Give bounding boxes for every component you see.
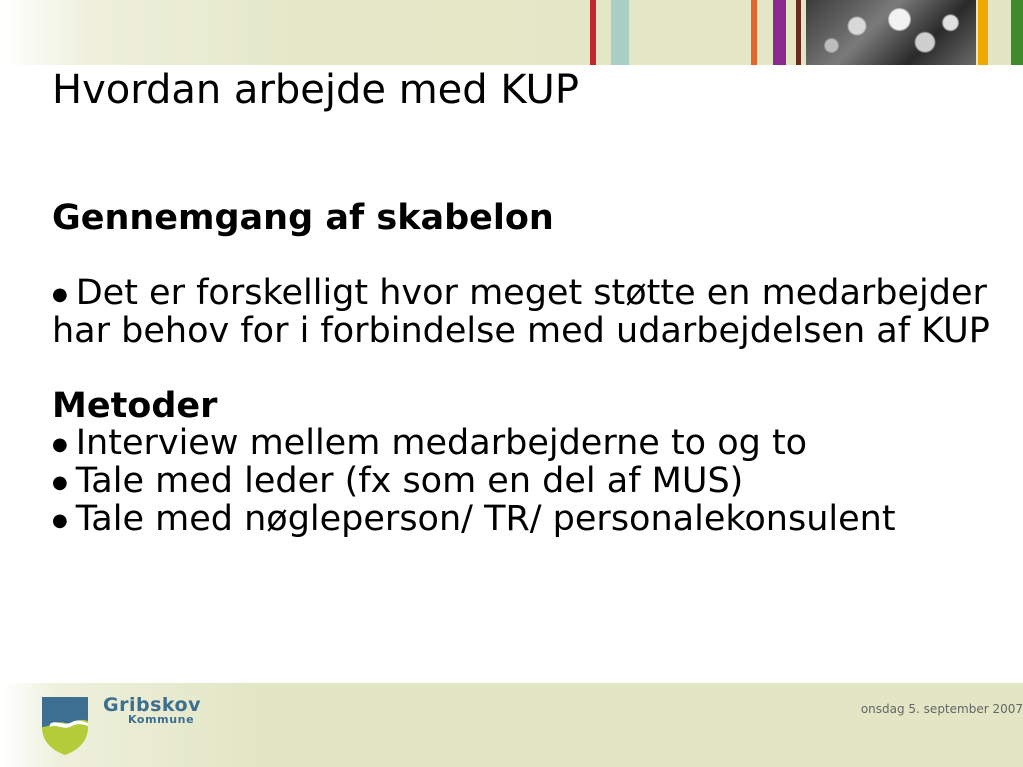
section-heading-template: Gennemgang af skabelon	[52, 198, 554, 238]
header-stripe-brown	[796, 0, 801, 65]
bullet-icon: ●	[52, 284, 68, 305]
bullet-icon: ●	[52, 434, 68, 455]
header-stripe-green	[1011, 0, 1023, 65]
header-flower-photo	[806, 0, 976, 65]
bullet-text: Interview mellem medarbejderne to og to	[75, 423, 808, 463]
bullet-item	[52, 425, 1002, 463]
gribskov-logo-icon	[42, 697, 88, 755]
bullet-item	[52, 463, 1002, 501]
bullet-text: Tale med leder (fx som en del af MUS)	[75, 461, 744, 501]
header-stripe-teal	[611, 0, 629, 65]
bullet-item	[52, 275, 1002, 350]
header-stripe-orange	[751, 0, 757, 65]
bullet-icon: ●	[52, 510, 68, 531]
section-heading-methods: Metoder	[52, 386, 218, 426]
slide-title: Hvordan arbejde med KUP	[52, 67, 579, 113]
bullet-text: Det er forskelligt hvor meget støtte en medarbejder har behov for i forbindelse med udarbejdelsen af KUP	[52, 273, 990, 351]
bullet-text: Tale med nøgleperson/ TR/ personalekonsulent	[75, 499, 896, 539]
logo-name: Gribskov	[103, 694, 201, 716]
bullet-item	[52, 501, 1002, 539]
slide-content	[52, 200, 1002, 539]
logo-subtitle: Kommune	[128, 713, 195, 726]
bullet-icon: ●	[52, 472, 68, 493]
header-stripe-gold	[978, 0, 988, 65]
header-stripe-red	[590, 0, 596, 65]
header-stripe-purple	[773, 0, 786, 65]
footer-date: onsdag 5. september 2007	[860, 702, 1023, 716]
spacer	[52, 350, 1002, 388]
spacer	[52, 237, 1002, 275]
